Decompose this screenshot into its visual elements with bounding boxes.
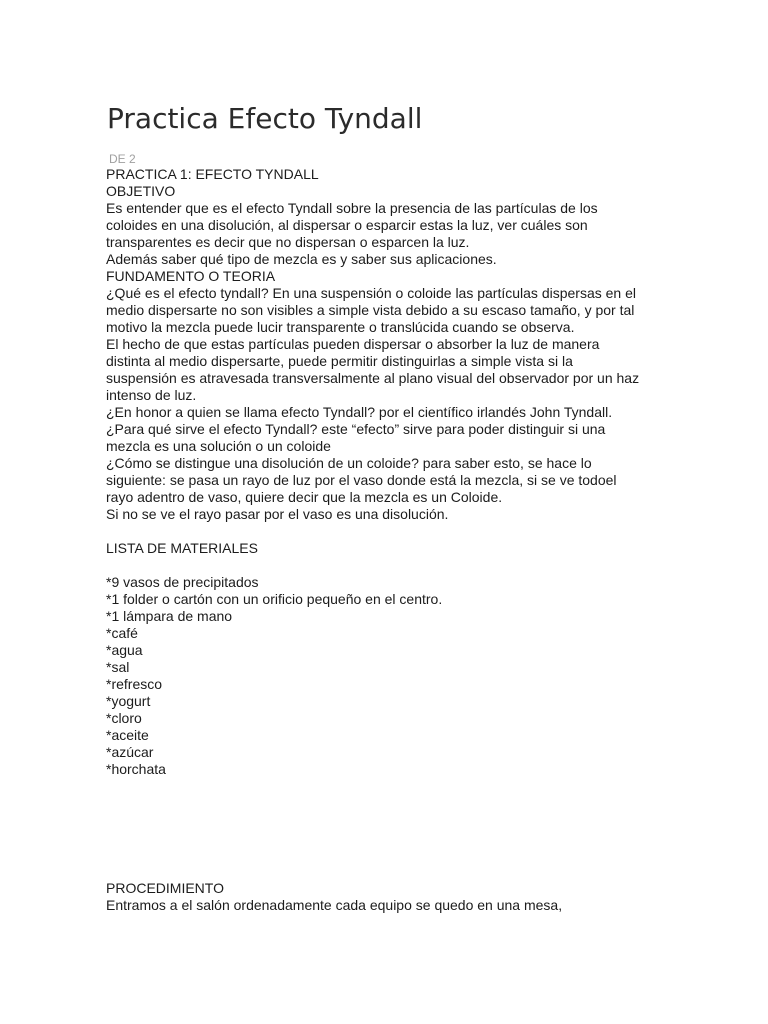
blank-line: [106, 846, 686, 863]
blank-line: [106, 812, 686, 829]
text-line: motivo la mezcla puede lucir transparente o translúcida cuando se observa.: [106, 319, 575, 335]
text-line: LISTA DE MATERIALES: [106, 540, 258, 556]
text-line: *refresco: [106, 676, 163, 692]
text-line: *sal: [106, 659, 130, 675]
text-line: PRACTICA 1: EFECTO TYNDALL: [106, 166, 319, 182]
document-title: Practica Efecto Tyndall: [107, 102, 423, 135]
text-line: *café: [106, 625, 138, 641]
text-line: FUNDAMENTO O TEORIA: [106, 268, 276, 284]
blank-line: [106, 778, 686, 795]
text-line: *aceite: [106, 727, 149, 743]
text-line: coloides en una disolución, al dispersar o esparcir estas la luz, ver cuáles son: [106, 217, 588, 233]
text-line: OBJETIVO: [106, 183, 176, 199]
text-line: *agua: [106, 642, 143, 658]
text-line: El hecho de que estas partículas pueden dispersar o absorber la luz de manera: [106, 336, 600, 352]
blank-line: [106, 829, 686, 846]
text-line: PROCEDIMIENTO: [106, 880, 224, 896]
text-line: *1 lámpara de mano: [106, 608, 233, 624]
text-line: medio dispersarte no son visibles a simple vista debido a su escaso tamaño, y por tal: [106, 302, 635, 318]
text-line: *yogurt: [106, 693, 151, 709]
text-line: *1 folder o cartón con un orificio pequeño en el centro.: [106, 591, 443, 607]
text-line: ¿Qué es el efecto tyndall? En una suspensión o coloide las partículas dispersas en el: [106, 285, 636, 301]
document-body: [106, 166, 686, 914]
text-line: mezcla es una solución o un coloide: [106, 438, 331, 454]
text-line: siguiente: se pasa un rayo de luz por el vaso donde está la mezcla, si se ve todoel: [106, 472, 617, 488]
text-line: ¿Para qué sirve el efecto Tyndall? este “efecto” sirve para poder distinguir si una: [106, 421, 606, 437]
text-line: *horchata: [106, 761, 166, 777]
text-line: suspensión es atravesada transversalmente al plano visual del observador por un haz: [106, 370, 640, 386]
text-line: Entramos a el salón ordenadamente cada equipo se quedo en una mesa,: [106, 897, 563, 913]
text-line: intenso de luz.: [106, 387, 197, 403]
text-line: *cloro: [106, 710, 142, 726]
text-line: ¿Cómo se distingue una disolución de un coloide? para saber esto, se hace lo: [106, 455, 592, 471]
text-line: Es entender que es el efecto Tyndall sobre la presencia de las partículas de los: [106, 200, 598, 216]
text-line: *azúcar: [106, 744, 154, 760]
text-line: *9 vasos de precipitados: [106, 574, 259, 590]
blank-line: [106, 523, 686, 540]
blank-line: [106, 795, 686, 812]
text-line: Además saber qué tipo de mezcla es y saber sus aplicaciones.: [106, 251, 497, 267]
text-line: transparentes es decir que no dispersan o esparcen la luz.: [106, 234, 470, 250]
page-counter: DE 2: [109, 152, 136, 166]
blank-line: [106, 863, 686, 880]
text-line: Si no se ve el rayo pasar por el vaso es una disolución.: [106, 506, 449, 522]
text-line: distinta al medio dispersarte, puede permitir distinguirlas a simple vista si la: [106, 353, 573, 369]
text-line: rayo adentro de vaso, quiere decir que la mezcla es un Coloide.: [106, 489, 503, 505]
text-line: ¿En honor a quien se llama efecto Tyndall? por el científico irlandés John Tyndall.: [106, 404, 613, 420]
blank-line: [106, 557, 686, 574]
